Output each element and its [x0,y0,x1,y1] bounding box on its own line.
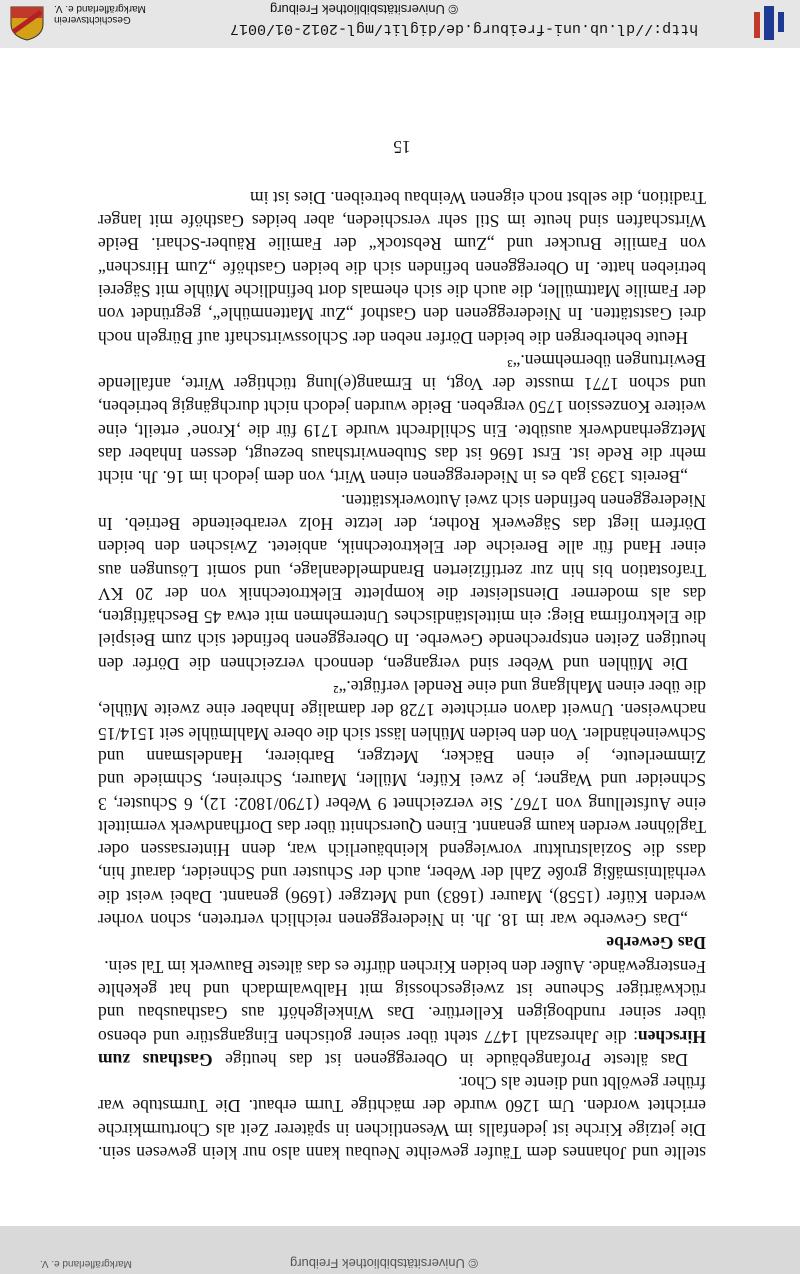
document-page [0,48,800,1226]
copyright-text: © Universitätsbibliothek Freiburg [270,2,459,17]
society-crest-icon [8,4,46,42]
paragraph: „Das Gewerbe war im 18. Jh. in Niedereggenen reichlich vertreten, schon vorher werden Küfer (1558), Maurer (1683) und Metzger (1696) genannt. Dabei weist die verhältnismäßig große Zahl der Weber, auch der Schuster und Schneider, darauf hin, dass die Sozialstruktur vorwiegend kleinbäuerlich war, denn Hintersassen oder Taglöhner werden kaum genannt. Einen Querschnitt über das Dorfhandwerk vermittelt eine Aufstellung von 1767. Sie verzeichnet 9 Weber (1790/1802: 12), 6 Schuster, 3 Schneider und Wagner, je zwei Küfer, Müller, Maurer, Schreiner, Schmiede und Zimmerleute, je einen Bäcker, Metzger, Barbierer, Handelsmann und Schweinehändler. Von den beiden Mühlen lässt sich die obere Mahlmühle seit 1514/15 nachweisen. Unweit davon errichtete 1728 der damalige Inhaber eine zweite Mühle, die über einen Mahlgang und eine Rendel verfügte.“² [98,677,706,931]
paragraph: stellte und Johannes dem Täufer geweihte Neubau kann also nur klein gewesen sein. Die jetzige Kirche ist jedenfalls im Wesentlichen in späterer Zeit als Chorturmkirche errichtet worden. Um 1260 wurde der mächtige Turm erbaut. Die Turmstube war früher gewölbt und diente als Chor. [98,1073,706,1163]
section-heading: Das Gewerbe [606,933,706,954]
document-url[interactable]: http://dl.ub.uni-freiburg.de/diglit/mgl-2012-01/0017 [230,20,699,37]
university-library-logo-icon [752,4,788,44]
paragraph: Das älteste Profangebäude in Obereggenen ist das heutige Gasthaus zum Hirschen: die Jahreszahl 1477 steht über seiner gotischen Eingangstüre und ebenso über seiner rundbogigen Kellertüre. Das Winkelgehöft aus Gasthausbau und rückwärtiger Scheune ist zweigeschossig mit Halbwalmdach und hat gekehlte Fenstergewände. Außer den beiden Kirchen dürfte es das älteste Bauwerk im Tal sein. [97,956,706,1070]
page-text-block [97,136,706,1164]
paragraph: Heute beherbergen die beiden Dörfer neben der Schlosswirtschaft auf Bürgeln noch drei Gaststätten. In Niedereggenen den Gasthof „Zur Mattenmühle“, gegründet von der Familie Mattmüller, die auch die sich ehemals dort befindliche Mühle mit Sägerei betrieben hatte. In Obereggenen befinden sich die beiden Gasthöfe „Zum Hirschen“ von Familie Brucker und „Zum Rebstock“ der Familie Räuber-Schari. Beide Wirtschaften sind heute im Stil sehr verschieden, aber beides Gasthöfe mit langer Tradition, die selbst noch eigenen Weinbau betreiben. Dies ist im [98,187,706,348]
page-number: 15 [393,136,411,157]
top-attribution-bar [0,0,800,48]
bold-term: Gasthaus zum Hirschen [97,1026,706,1070]
society-name: Geschichtsverein Markgräflerland e. V. [54,3,146,25]
paragraph: Die Mühlen und Weber sind vergangen, dennoch verzeichnen die Dörfer den heutigen Zeiten entsprechende Gewerbe. In Obereggenen befindet sich zum Beispiel die Elektrofirma Bieg: ein mittelständisches Unternehmen mit etwa 45 Beschäftigten, das als moderner Dienstleister die komplette Elektrotechnik von der 20 KV Trafostation bis hin zur zertifizierten Brandmeldeanlage, und somit Lösungen aus einer Hand für alle Bereiche der Elektrotechnik, anbietet. Zwischen den beiden Dörfern liegt das Sägewerk Rother, der letzte Holz verarbeitende Betrieb. In Niedereggenen befinden sich zwei Autowerkstätten. [98,490,706,674]
bottom-copyright-text: © Universitätsbibliothek Freiburg [290,1256,479,1271]
bottom-society-text: Markgräflerland e. V. [40,1258,132,1269]
paragraph: „Bereits 1393 gab es in Niedereggenen einen Wirt, von dem jedoch im 16. Jh. nicht mehr die Rede ist. Erst 1696 ist das Stubenwirtshaus bezeugt, dessen Inhaber das Metzgerhandwerk ausübte. Ein Schildrecht wurde 1719 für die ‚Krone‘ erteilt, eine weitere Konzession 1750 vergeben. Beide wurden jedoch nicht durchgängig betrieben, und schon 1771 musste der Vogt, in Ermang(e)lung tüchtiger Wirte, anfallende Bewirtungen übernehmen.“³ [98,350,706,488]
bottom-attribution-bar [0,1226,800,1274]
